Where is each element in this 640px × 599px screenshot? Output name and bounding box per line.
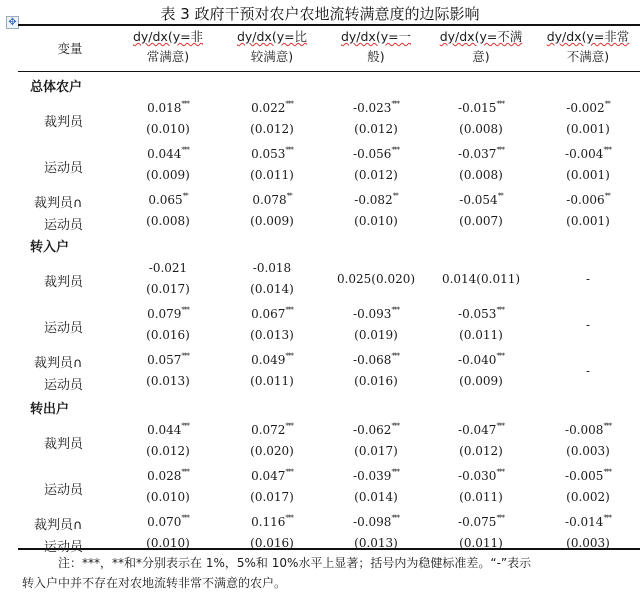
significance-mark: ***: [603, 468, 611, 476]
coef-cell: [326, 514, 426, 529]
significance-mark: ***: [181, 146, 189, 154]
row-label: 裁判员: [44, 437, 84, 452]
std-error-cell: (0.017): [146, 282, 190, 296]
coef-cell: [428, 146, 534, 161]
std-error-cell: (0.011): [459, 328, 503, 342]
coef-cell: [536, 192, 640, 207]
significance-mark: ***: [496, 306, 504, 314]
coef-cell: [536, 100, 640, 115]
significance-mark: ***: [181, 422, 189, 430]
coef-cell: [428, 422, 534, 437]
coef-cell: [118, 260, 218, 275]
coef-value: 0.078: [252, 193, 287, 207]
coef-value: 0.067: [251, 307, 286, 321]
coef-value: -0.030: [458, 469, 497, 483]
coef-value: -0.008: [565, 423, 604, 437]
coef-cell: [536, 514, 640, 529]
std-error-cell: (0.012): [354, 168, 398, 182]
coef-cell: [118, 100, 218, 115]
coef-cell: [536, 363, 640, 378]
coef-cell: [118, 306, 218, 321]
coef-value: -0.002: [566, 101, 605, 115]
coef-cell: [428, 306, 534, 321]
significance-mark: ***: [181, 514, 189, 522]
significance-mark: ***: [181, 306, 189, 314]
coef-value: -0.068: [353, 353, 392, 367]
significance-mark: ***: [496, 146, 504, 154]
row-label: 运动员: [44, 161, 84, 176]
table-title: 表 3 政府干预对农户农地流转满意度的边际影响: [160, 5, 480, 23]
coef-value: 0.049: [251, 353, 286, 367]
header-col-1: dy/dx(y=非 常满意): [132, 29, 204, 64]
std-error-cell: (0.011): [250, 374, 294, 388]
significance-mark: ***: [391, 352, 399, 360]
coef-value: -0.006: [566, 193, 605, 207]
std-error-cell: (0.001): [566, 214, 610, 228]
coef-cell: [326, 422, 426, 437]
significance-mark: ***: [391, 306, 399, 314]
header-rule: [18, 71, 640, 72]
header-col-2: dy/dx(y=比 较满意): [236, 29, 308, 64]
significance-mark: ***: [496, 468, 504, 476]
std-error-cell: (0.012): [354, 122, 398, 136]
significance-mark: **: [286, 192, 292, 200]
std-error-cell: (0.009): [250, 214, 294, 228]
coef-cell: [428, 271, 534, 286]
coef-value: -0.053: [458, 307, 497, 321]
coef-value: -: [585, 364, 591, 378]
row-label-line2: 运动员: [44, 540, 84, 555]
std-error-cell: (0.008): [459, 122, 503, 136]
coef-value: 0.025(0.020): [336, 272, 416, 286]
coef-cell: [222, 192, 322, 207]
coef-cell: [118, 422, 218, 437]
coef-value: -0.018: [252, 261, 292, 275]
significance-mark: ***: [496, 514, 504, 522]
row-label: 裁判员∩: [34, 196, 83, 211]
coef-value: -0.015: [458, 101, 497, 115]
std-error-cell: (0.011): [250, 168, 294, 182]
row-label: 运动员: [44, 483, 84, 498]
significance-mark: ***: [496, 422, 504, 430]
significance-mark: ***: [181, 352, 189, 360]
std-error-cell: (0.020): [250, 444, 294, 458]
std-error-cell: (0.010): [354, 214, 398, 228]
coef-value: -0.004: [565, 147, 604, 161]
coef-value: 0.047: [251, 469, 286, 483]
significance-mark: ***: [391, 422, 399, 430]
coef-cell: [428, 192, 534, 207]
significance-mark: ***: [603, 514, 611, 522]
coef-value: 0.072: [251, 423, 286, 437]
coef-value: -0.023: [353, 101, 392, 115]
significance-mark: ***: [603, 146, 611, 154]
row-label-line2: 运动员: [44, 378, 84, 393]
group-heading: 总体农户: [30, 80, 83, 95]
std-error-cell: (0.003): [566, 536, 610, 550]
coef-value: 0.070: [147, 515, 182, 529]
coef-cell: [326, 468, 426, 483]
coef-value: -: [585, 318, 591, 332]
significance-mark: **: [182, 192, 188, 200]
significance-mark: **: [604, 100, 610, 108]
significance-mark: ***: [496, 352, 504, 360]
coef-cell: [326, 146, 426, 161]
std-error-cell: (0.012): [146, 444, 190, 458]
coef-value: 0.022: [251, 101, 286, 115]
std-error-cell: (0.010): [146, 536, 190, 550]
significance-mark: ***: [181, 100, 189, 108]
std-error-cell: (0.010): [146, 490, 190, 504]
coef-cell: [118, 352, 218, 367]
group-heading: 转出户: [30, 402, 70, 417]
coef-value: 0.079: [147, 307, 182, 321]
std-error-cell: (0.011): [459, 536, 503, 550]
significance-mark: ***: [181, 468, 189, 476]
coef-value: 0.014(0.011): [441, 272, 521, 286]
header-col-5: dy/dx(y=非常 不满意): [546, 29, 630, 64]
table-note: 注：***，**和*分别表示在 1%，5%和 10%水平上显著；括号内为稳健标准差。“-”表示 转入户中并不存在对农地流转非常不满意的农户。: [22, 556, 532, 590]
std-error-cell: (0.016): [146, 328, 190, 342]
coef-value: -0.047: [458, 423, 497, 437]
std-error-cell: (0.008): [146, 214, 190, 228]
coef-cell: [118, 192, 218, 207]
header-variable: 变量: [57, 41, 83, 56]
significance-mark: ***: [391, 100, 399, 108]
coef-cell: [326, 306, 426, 321]
significance-mark: **: [604, 192, 610, 200]
coef-value: -0.014: [565, 515, 604, 529]
significance-mark: ***: [496, 100, 504, 108]
coef-cell: [222, 306, 322, 321]
coef-value: -0.075: [458, 515, 497, 529]
row-label: 裁判员∩: [34, 518, 83, 533]
significance-mark: ***: [391, 146, 399, 154]
coef-cell: [536, 146, 640, 161]
coef-value: 0.044: [147, 423, 182, 437]
coef-value: -: [585, 272, 591, 286]
coef-value: 0.053: [251, 147, 286, 161]
significance-mark: ***: [285, 306, 293, 314]
coef-value: 0.057: [147, 353, 182, 367]
coef-cell: [222, 100, 322, 115]
std-error-cell: (0.009): [146, 168, 190, 182]
std-error-cell: (0.016): [250, 536, 294, 550]
coef-value: 0.028: [147, 469, 182, 483]
significance-mark: ***: [285, 352, 293, 360]
std-error-cell: (0.014): [354, 490, 398, 504]
std-error-cell: (0.003): [566, 444, 610, 458]
std-error-cell: (0.013): [146, 374, 190, 388]
significance-mark: ***: [603, 422, 611, 430]
significance-mark: ***: [285, 146, 293, 154]
coef-value: 0.018: [147, 101, 182, 115]
significance-mark: ***: [285, 100, 293, 108]
coef-value: -0.093: [353, 307, 392, 321]
coef-cell: [428, 100, 534, 115]
coef-cell: [428, 468, 534, 483]
top-rule: [18, 24, 640, 26]
coef-cell: [118, 146, 218, 161]
coef-value: 0.044: [147, 147, 182, 161]
std-error-cell: (0.013): [250, 328, 294, 342]
std-error-cell: (0.017): [250, 490, 294, 504]
coef-cell: [222, 514, 322, 529]
row-label: 裁判员: [44, 115, 84, 130]
coef-cell: [222, 468, 322, 483]
std-error-cell: (0.019): [354, 328, 398, 342]
std-error-cell: (0.001): [566, 122, 610, 136]
header-col-4: dy/dx(y=不满 意): [439, 29, 523, 64]
significance-mark: ***: [285, 422, 293, 430]
std-error-cell: (0.009): [459, 374, 503, 388]
coef-value: 0.116: [251, 515, 286, 529]
coef-value: -0.054: [459, 193, 498, 207]
coef-cell: [536, 468, 640, 483]
coef-cell: [326, 192, 426, 207]
table-move-handle-icon[interactable]: ✥: [6, 16, 19, 29]
coef-cell: [326, 352, 426, 367]
row-label-line2: 运动员: [44, 218, 84, 233]
std-error-cell: (0.013): [354, 536, 398, 550]
significance-mark: **: [392, 192, 398, 200]
std-error-cell: (0.016): [354, 374, 398, 388]
coef-cell: [222, 422, 322, 437]
coef-cell: [118, 514, 218, 529]
coef-value: -0.037: [458, 147, 497, 161]
coef-value: -0.062: [353, 423, 392, 437]
header-col-3: dy/dx(y=一 般): [340, 29, 412, 64]
coef-cell: [222, 352, 322, 367]
coef-cell: [428, 514, 534, 529]
coef-value: -0.056: [353, 147, 392, 161]
coef-value: 0.065: [148, 193, 183, 207]
coef-value: -0.082: [354, 193, 393, 207]
std-error-cell: (0.010): [146, 122, 190, 136]
coef-cell: [222, 260, 322, 275]
coef-value: -0.098: [353, 515, 392, 529]
std-error-cell: (0.012): [459, 444, 503, 458]
significance-mark: **: [497, 192, 503, 200]
coef-value: -0.021: [148, 261, 188, 275]
coef-value: -0.039: [353, 469, 392, 483]
std-error-cell: (0.011): [459, 490, 503, 504]
coef-cell: [326, 271, 426, 286]
significance-mark: ***: [285, 468, 293, 476]
coef-cell: [326, 100, 426, 115]
std-error-cell: (0.002): [566, 490, 610, 504]
std-error-cell: (0.001): [566, 168, 610, 182]
coef-value: -0.005: [565, 469, 604, 483]
std-error-cell: (0.008): [459, 168, 503, 182]
coef-cell: [536, 271, 640, 286]
coef-cell: [222, 146, 322, 161]
row-label: 运动员: [44, 321, 84, 336]
coef-cell: [118, 468, 218, 483]
std-error-cell: (0.017): [354, 444, 398, 458]
std-error-cell: (0.012): [250, 122, 294, 136]
group-heading: 转入户: [30, 240, 70, 255]
coef-cell: [428, 352, 534, 367]
significance-mark: ***: [391, 468, 399, 476]
row-label: 裁判员∩: [34, 356, 83, 371]
std-error-cell: (0.007): [459, 214, 503, 228]
significance-mark: ***: [391, 514, 399, 522]
row-label: 裁判员: [44, 275, 84, 290]
std-error-cell: (0.014): [250, 282, 294, 296]
coef-cell: [536, 317, 640, 332]
significance-mark: ***: [285, 514, 293, 522]
coef-value: -0.040: [458, 353, 497, 367]
coef-cell: [536, 422, 640, 437]
